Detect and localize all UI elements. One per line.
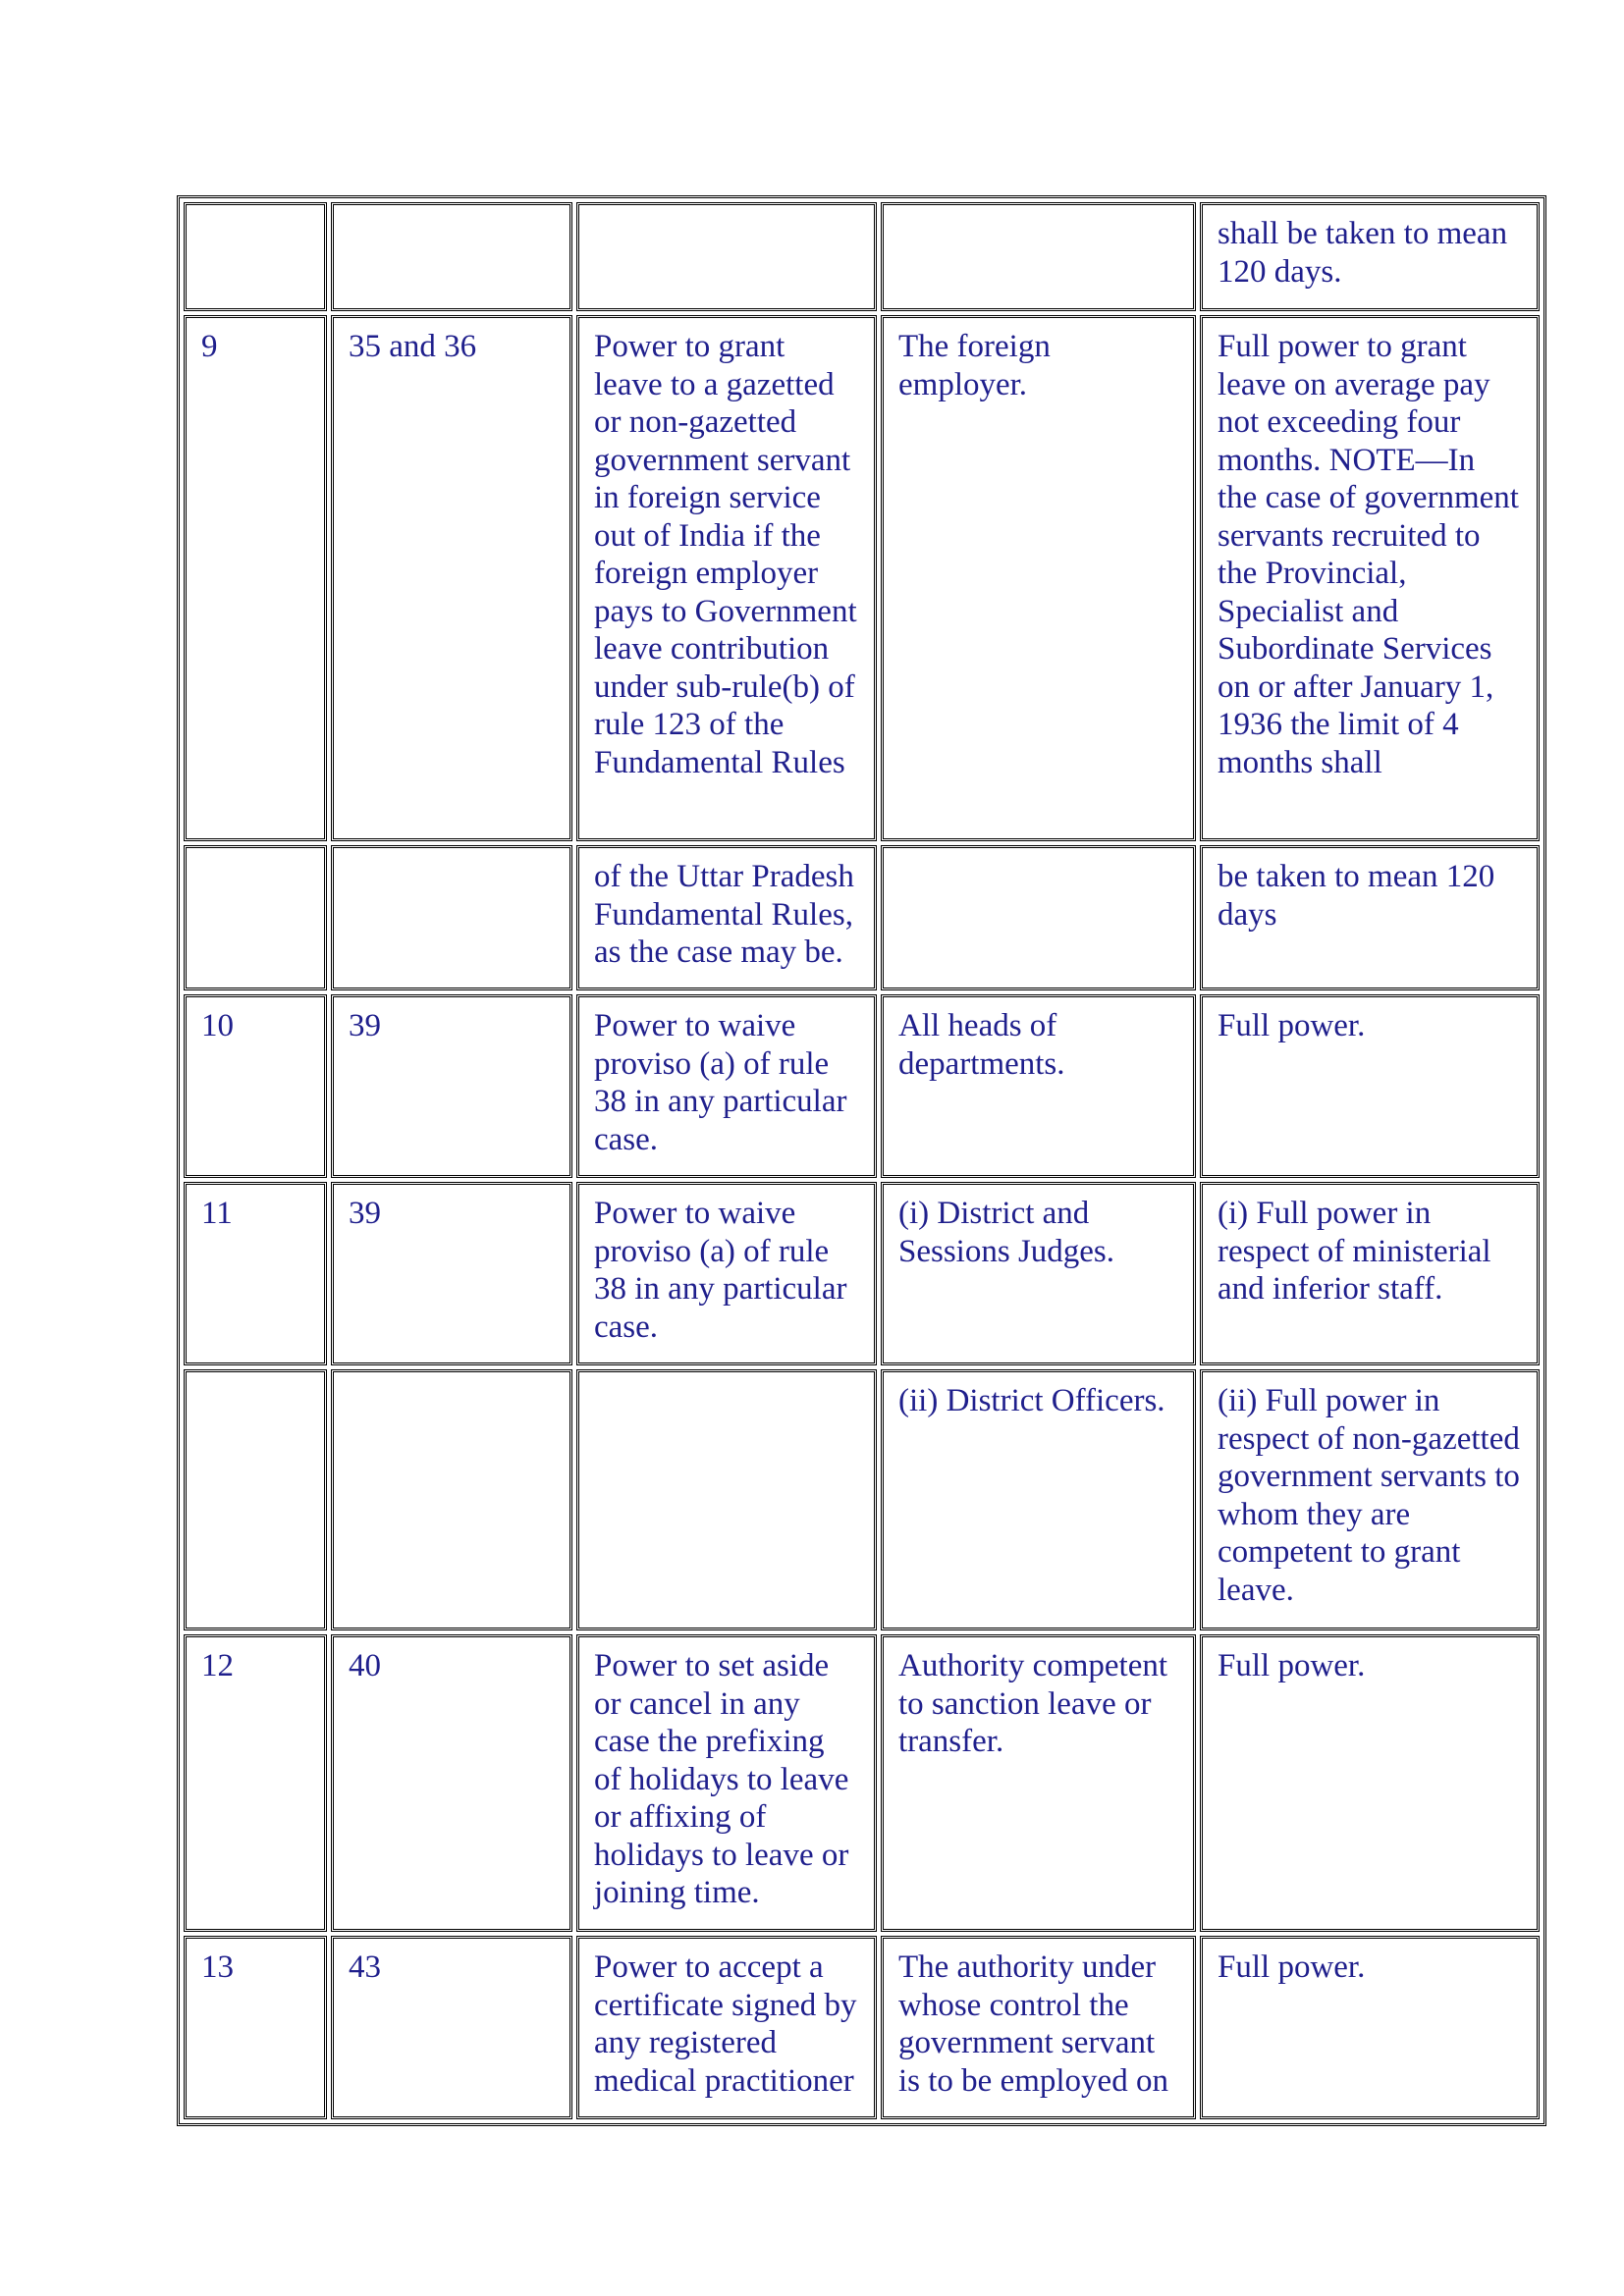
table-row [184, 315, 1540, 841]
nature-of-power-cell: Power to grant leave to a gazetted or non-gazetted government servant in foreign service out of India if the foreign employer pays to Government leave contribution under sub-rule(b) of rule 123 of the Fundamental Rules [576, 315, 877, 841]
rule-cell: 43 [331, 1936, 572, 2119]
nature-of-power-cell: of the Uttar Pradesh Fundamental Rules, as the case may be. [576, 845, 877, 990]
table-row [184, 1369, 1540, 1630]
table-row [184, 845, 1540, 990]
table-row [184, 994, 1540, 1178]
serial-cell: 10 [184, 994, 327, 1178]
table-row [184, 202, 1540, 311]
serial-cell: 9 [184, 315, 327, 841]
extent-of-power-cell: shall be taken to mean 120 days. [1200, 202, 1540, 311]
extent-of-power-cell: (ii) Full power in respect of non-gazetted government servants to whom they are competent to grant leave. [1200, 1369, 1540, 1630]
rule-cell [331, 202, 572, 311]
authority-cell: All heads of departments. [881, 994, 1196, 1178]
extent-of-power-cell: Full power. [1200, 1936, 1540, 2119]
nature-of-power-cell: Power to waive proviso (a) of rule 38 in any particular case. [576, 994, 877, 1178]
rule-cell: 35 and 36 [331, 315, 572, 841]
table-body [184, 202, 1540, 2119]
table-row [184, 1936, 1540, 2119]
rule-cell: 39 [331, 1182, 572, 1365]
authority-cell: (ii) District Officers. [881, 1369, 1196, 1630]
serial-cell [184, 845, 327, 990]
serial-cell: 12 [184, 1634, 327, 1932]
extent-of-power-cell: be taken to mean 120 days [1200, 845, 1540, 990]
nature-of-power-cell: Power to accept a certificate signed by any registered medical practitioner [576, 1936, 877, 2119]
authority-cell [881, 202, 1196, 311]
serial-cell [184, 1369, 327, 1630]
rule-cell [331, 1369, 572, 1630]
extent-of-power-cell: Full power. [1200, 994, 1540, 1178]
table-row [184, 1182, 1540, 1365]
authority-cell: The foreign employer. [881, 315, 1196, 841]
serial-cell: 11 [184, 1182, 327, 1365]
authority-cell: Authority competent to sanction leave or transfer. [881, 1634, 1196, 1932]
serial-cell [184, 202, 327, 311]
rule-cell [331, 845, 572, 990]
table-row [184, 1634, 1540, 1932]
nature-of-power-cell [576, 202, 877, 311]
extent-of-power-cell: Full power. [1200, 1634, 1540, 1932]
rule-cell: 39 [331, 994, 572, 1178]
extent-of-power-cell: Full power to grant leave on average pay not exceeding four months. NOTE—In the case of government servants recruited to the Provincial, Specialist and Subordinate Services on or after January 1, 1936 the limit of 4 months shall [1200, 315, 1540, 841]
authority-cell: (i) District and Sessions Judges. [881, 1182, 1196, 1365]
authority-cell [881, 845, 1196, 990]
nature-of-power-cell: Power to set aside or cancel in any case the prefixing of holidays to leave or affixing of holidays to leave or joining time. [576, 1634, 877, 1932]
authority-cell: The authority under whose control the government servant is to be employed on [881, 1936, 1196, 2119]
rule-cell: 40 [331, 1634, 572, 1932]
nature-of-power-cell: Power to waive proviso (a) of rule 38 in any particular case. [576, 1182, 877, 1365]
serial-cell: 13 [184, 1936, 327, 2119]
delegation-table [177, 195, 1546, 2126]
extent-of-power-cell: (i) Full power in respect of ministerial and inferior staff. [1200, 1182, 1540, 1365]
nature-of-power-cell [576, 1369, 877, 1630]
